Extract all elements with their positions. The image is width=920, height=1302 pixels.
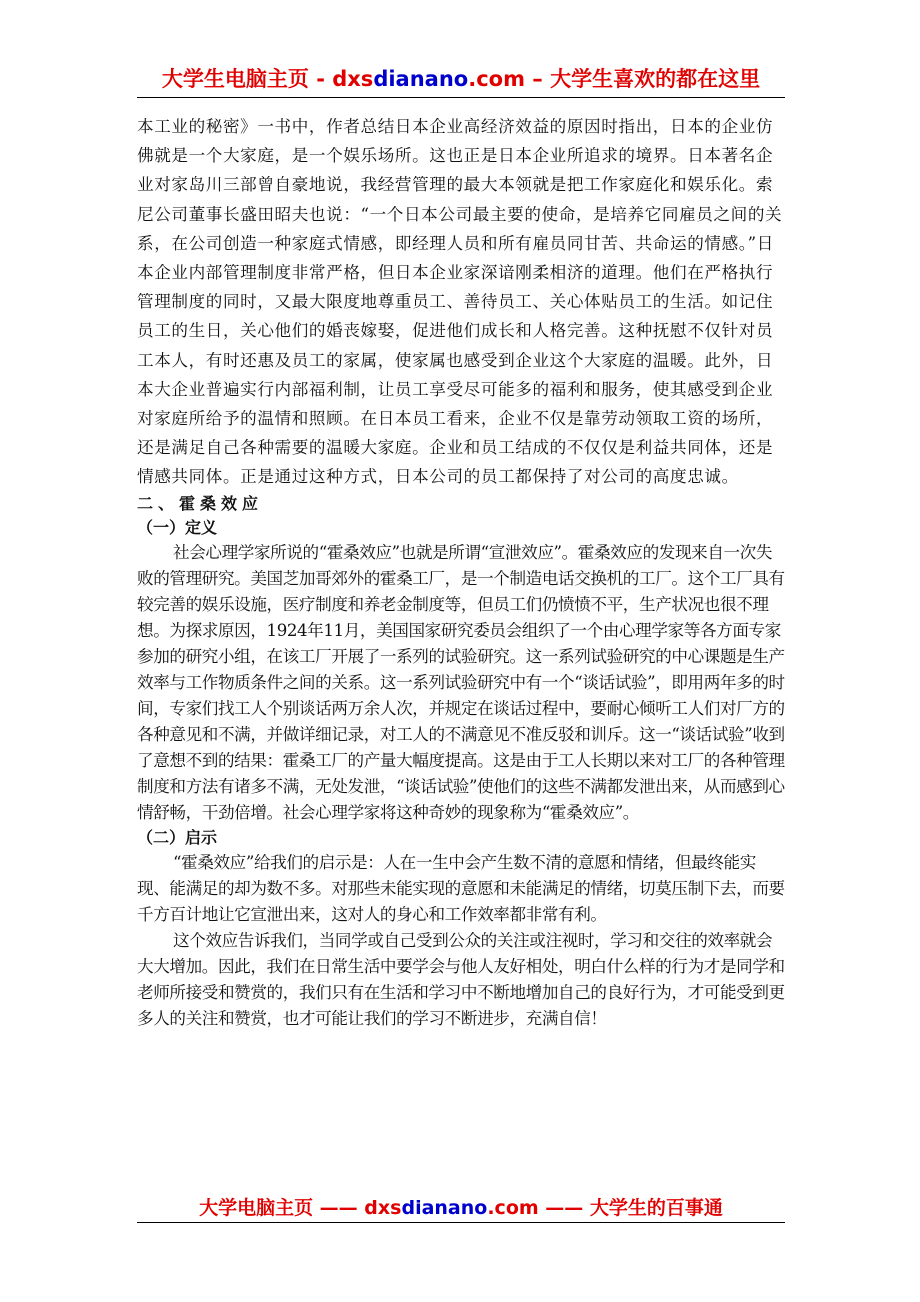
header-domain-brand[interactable]: dianano: [373, 67, 469, 91]
header-site-name: 大学生电脑主页 -: [161, 67, 333, 91]
subheading-insight: （二）启示: [137, 827, 218, 847]
subheading-definition: （一）定义: [137, 517, 218, 537]
paragraph-japan-enterprise: 本工业的秘密》一书中，作者总结日本企业高经济效益的原因时指出，日本的企业仿佛就是一个大家庭，是一个娱乐场所。这也正是日本企业所追求的境界。日本著名企业对家岛川三部曾自豪地说，我经营管理的最大本领就是把工作家庭化和娱乐化。索尼公司董事长盛田昭夫也说：“一个日本公司最主要的使命，是培养它同雇员之间的关系，在公司创造一种家庭式情感，即经理人员和所有雇员同甘苦、共命运的情感。”日本企业内部管理制度非常严格，但日本企业家深谙刚柔相济的道理。他们在严格执行管理制度的同时，又最大限度地尊重员工、善待员工、关心体贴员工的生活。如记住员工的生日，关心他们的婚丧嫁娶，促进他们成长和人格完善。这种抚慰不仅针对员工本人，有时还惠及员工的家属，使家属也感受到企业这个大家庭的温暖。此外，日本大企业普遍实行内部福利制，让员工享受尽可能多的福利和服务，使其感受到企业对家庭所给予的温情和照顾。在日本员工看来，企业不仅是靠劳动领取工资的场所，还是满足自己各种需要的温暖大家庭。企业和员工结成的不仅仅是利益共同体，还是情感共同体。正是通过这种方式，日本公司的员工都保持了对公司的高度忠诚。: [137, 117, 783, 487]
footer-domain-brand[interactable]: dianano: [401, 1197, 488, 1219]
footer-domain-prefix[interactable]: dxs: [364, 1197, 402, 1219]
section-heading-hawthorne: 二、霍桑效应: [137, 493, 264, 513]
page-header: [137, 64, 785, 94]
header-divider: [137, 97, 785, 98]
paragraph-insight: “霍桑效应”给我们的启示是：人在一生中会产生数不清的意愿和情绪，但最终能实现、能满足的却为数不多。对那些未能实现的意愿和未能满足的情绪，切莫压制下去，而要千方百计地让它宣泄出来，这对人的身心和工作效率都非常有利。: [137, 852, 785, 924]
paragraph-definition: 社会心理学家所说的“霍桑效应”也就是所谓“宣泄效应”。霍桑效应的发现来自一次失败的管理研究。美国芝加哥郊外的霍桑工厂，是一个制造电话交换机的工厂。这个工厂具有较完善的娱乐设施，医疗制度和养老金制度等，但员工们仍愤愤不平，生产状况也很不理想。为探求原因，1924年11月，美国国家研究委员会组织了一个由心理学家等各方面专家参加的研究小组，在该工厂开展了一系列的试验研究。这一系列试验研究的中心课题是生产效率与工作物质条件之间的关系。这一系列试验研究中有一个“谈话试验”，即用两年多的时间，专家们找工人个别谈话两万余人次，并规定在谈话过程中，要耐心倾听工人们对厂方的各种意见和不满，并做详细记录，对工人的不满意见不准反驳和训斥。这一“谈话试验”收到了意想不到的结果：霍桑工厂的产量大幅度提高。这是由于工人长期以来对工厂的各种管理制度和方法有诸多不满，无处发泄，“谈话试验”使他们的这些不满都发泄出来，从而感到心情舒畅，干劲倍增。社会心理学家将这种奇妙的现象称为“霍桑效应”。: [137, 542, 785, 822]
footer-domain-suffix[interactable]: .com: [487, 1197, 539, 1219]
header-slogan: – 大学生喜欢的都在这里: [524, 67, 761, 91]
document-body: [137, 112, 785, 1032]
page-footer: [137, 1193, 785, 1223]
footer-slogan: —— 大学生的百事通: [538, 1197, 723, 1219]
paragraph-conclusion: 这个效应告诉我们，当同学或自己受到公众的关注或注视时，学习和交往的效率就会大大增加。因此，我们在日常生活中要学会与他人友好相处，明白什么样的行为才是同学和老师所接受和赞赏的，我们只有在生活和学习中不断地增加自己的良好行为，才可能受到更多人的关注和赞赏，也才可能让我们的学习不断进步，充满自信！: [137, 930, 785, 1028]
footer-divider: [137, 1222, 785, 1223]
footer-site-name: 大学电脑主页 ——: [199, 1197, 365, 1219]
header-domain-suffix[interactable]: .com: [468, 67, 525, 91]
header-domain-prefix[interactable]: dxs: [332, 67, 374, 91]
